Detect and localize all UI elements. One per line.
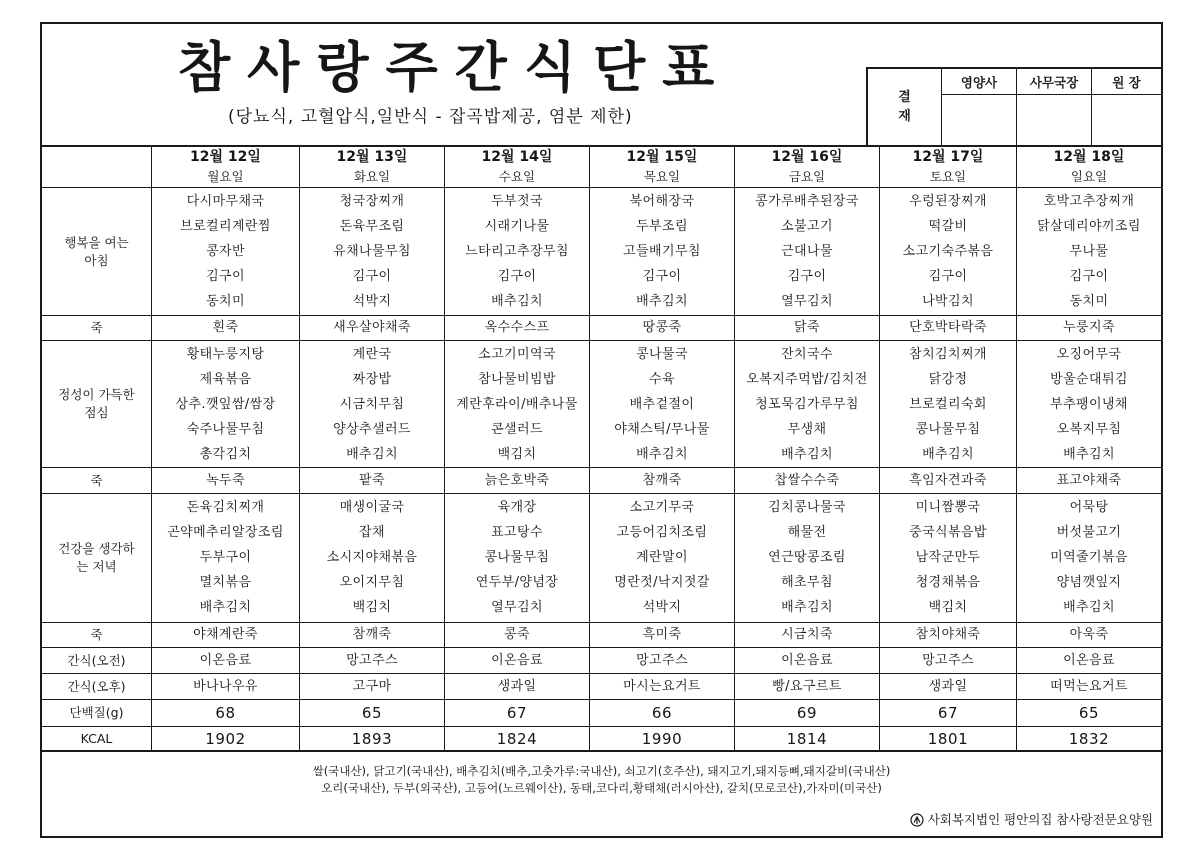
- menu-item: 소불고기: [781, 219, 833, 234]
- breakfast-porridge-fri-cell: [735, 316, 880, 341]
- protein-row-label: [42, 700, 152, 727]
- approval-label-line: 결: [898, 90, 911, 105]
- day-date: 12월 12일: [190, 149, 261, 165]
- menu-item: 망고주스: [346, 652, 398, 668]
- menu-item: 해물전: [787, 525, 827, 540]
- dinner-row-label: [42, 494, 152, 623]
- dinner-tue-cell: [300, 494, 445, 623]
- menu-item: 느타리고추장무침: [465, 244, 569, 259]
- menu-item: 오이지무침: [339, 575, 405, 590]
- lunch-porridge-tue-cell: [300, 468, 445, 494]
- row-label-text: 죽: [90, 472, 103, 488]
- office-director-signature-box: [1016, 95, 1091, 145]
- menu-item: 황태누룽지탕: [186, 347, 265, 362]
- menu-item: 콩나물무침: [484, 550, 550, 565]
- menu-item: 김구이: [497, 269, 537, 284]
- menu-item: 오복지주먹밥/김치전: [746, 372, 868, 387]
- menu-item: 석박지: [352, 294, 392, 309]
- menu-item: 소고기미역국: [478, 347, 556, 362]
- afternoon-snack-fri-cell: [735, 674, 880, 700]
- menu-item: 백김치: [352, 600, 392, 615]
- menu-item: 이온음료: [1063, 652, 1115, 668]
- page-subtitle: (당뇨식, 고혈압식,일반식 - 잡곡밥제공, 염분 제한): [228, 107, 633, 127]
- menu-item: 배추김치: [922, 447, 974, 462]
- lunch-tue-cell: [300, 341, 445, 468]
- row-label-text: 점심: [84, 405, 109, 420]
- lunch-wed-cell: [445, 341, 590, 468]
- menu-item: 양상추샐러드: [333, 422, 411, 437]
- menu-item: 해초무침: [781, 575, 833, 590]
- menu-item: 땅콩죽: [642, 320, 682, 335]
- menu-item: 콩나물무침: [915, 422, 981, 437]
- menu-item: 마시는요거트: [623, 678, 701, 694]
- kcal-value: 1814: [786, 729, 828, 748]
- protein-tue-cell: [300, 700, 445, 727]
- protein-sat-cell: [880, 700, 1017, 727]
- menu-item: 배추김치: [1063, 447, 1115, 462]
- menu-item: 김구이: [1069, 269, 1109, 284]
- menu-item: 우렁된장찌개: [909, 194, 987, 209]
- menu-item: 청국장찌개: [339, 194, 405, 209]
- menu-item: 배추김치: [199, 600, 252, 615]
- day-date: 12월 13일: [336, 149, 408, 165]
- breakfast-porridge-row-label: [42, 316, 152, 341]
- menu-item: 배추김치: [346, 447, 398, 462]
- protein-value: 66: [651, 704, 673, 722]
- menu-item: 흑임자견과죽: [909, 472, 987, 488]
- protein-value: 65: [1078, 704, 1100, 722]
- day-header-tue: [300, 147, 445, 188]
- menu-item: 오징어무국: [1056, 347, 1122, 362]
- menu-item: 두부조림: [636, 219, 688, 234]
- menu-item: 연두부/양념장: [475, 575, 559, 590]
- menu-item: 어묵탕: [1069, 500, 1109, 515]
- menu-item: 시금치죽: [781, 627, 833, 642]
- menu-item: 오복지무침: [1056, 422, 1122, 437]
- menu-item: 콩가루배추된장국: [755, 194, 859, 209]
- protein-sun-cell: [1017, 700, 1161, 727]
- menu-item: 석박지: [642, 600, 682, 615]
- day-header-wed: [445, 147, 590, 188]
- menu-item: 고들배기무침: [623, 244, 701, 259]
- menu-item: 흰죽: [212, 320, 239, 335]
- morning-snack-wed-cell: [445, 648, 590, 674]
- menu-item: 배추김치: [636, 447, 688, 462]
- afternoon-snack-sun-cell: [1017, 674, 1161, 700]
- menu-item: 참치야채죽: [915, 627, 981, 642]
- day-header-thu: [590, 147, 735, 188]
- afternoon-snack-sat-cell: [880, 674, 1017, 700]
- approval-label: [868, 69, 941, 145]
- day-weekday: 수요일: [498, 169, 536, 184]
- dinner-sun-cell: [1017, 494, 1161, 623]
- dinner-porridge-wed-cell: [445, 623, 590, 648]
- protein-value: 67: [506, 704, 528, 722]
- menu-table: [42, 145, 1161, 752]
- menu-item: 나박김치: [922, 294, 974, 309]
- menu-item: 김구이: [928, 269, 968, 284]
- row-label-text: 건강을 생각하: [58, 541, 135, 556]
- protein-value: 65: [361, 704, 383, 722]
- menu-item: 배추김치: [1063, 600, 1115, 615]
- menu-item: 떠먹는요거트: [1050, 678, 1128, 694]
- row-label-text: 정성이 가득한: [58, 387, 135, 402]
- dinner-porridge-thu-cell: [590, 623, 735, 648]
- menu-item: 생과일: [497, 678, 537, 694]
- menu-item: 잔치국수: [781, 347, 833, 362]
- day-weekday: 토요일: [929, 169, 967, 184]
- menu-item: 야채스틱/무나물: [614, 422, 710, 437]
- menu-item: 콩죽: [504, 627, 530, 642]
- footer: [42, 752, 1161, 836]
- dinner-porridge-sat-cell: [880, 623, 1017, 648]
- day-date: 12월 18일: [1053, 149, 1125, 165]
- lunch-porridge-fri-cell: [735, 468, 880, 494]
- menu-item: 청포묵김가루무침: [755, 397, 859, 412]
- dinner-porridge-tue-cell: [300, 623, 445, 648]
- menu-item: 배추겉절이: [629, 397, 695, 412]
- menu-item: 중국식볶음밥: [909, 525, 987, 540]
- origin-line: 쌀(국내산), 닭고기(국내산), 배추김치(배추,고춧가루:국내산), 쇠고기(호주산), 돼지고기,돼지등뼈,돼지갈비(국내산): [312, 764, 891, 778]
- lunch-porridge-sat-cell: [880, 468, 1017, 494]
- row-label-text: 는 저녁: [76, 559, 117, 574]
- dinner-wed-cell: [445, 494, 590, 623]
- dinner-porridge-row-label: [42, 623, 152, 648]
- breakfast-porridge-thu-cell: [590, 316, 735, 341]
- menu-item: 브로컬리숙회: [909, 397, 987, 412]
- director-signature-box: [1091, 95, 1161, 145]
- day-weekday: 목요일: [643, 169, 681, 184]
- menu-item: 찹쌀수수죽: [774, 472, 840, 488]
- kcal-thu-cell: [590, 727, 735, 752]
- menu-item: 참나물비빔밥: [478, 372, 556, 387]
- menu-item: 시래기나물: [484, 219, 550, 234]
- kcal-sat-cell: [880, 727, 1017, 752]
- dinner-sat-cell: [880, 494, 1017, 623]
- menu-item: 방울순대튀김: [1050, 372, 1128, 387]
- day-date: 12월 15일: [626, 149, 698, 165]
- menu-item: 흑미죽: [642, 627, 682, 642]
- menu-item: 두부젓국: [491, 194, 543, 209]
- menu-item: 이온음료: [199, 652, 252, 668]
- protein-thu-cell: [590, 700, 735, 727]
- menu-item: 고등어김치조림: [616, 525, 708, 540]
- approval-box: [866, 67, 1161, 145]
- afternoon-snack-mon-cell: [152, 674, 300, 700]
- menu-item: 소고기숙주볶음: [902, 244, 994, 259]
- breakfast-fri-cell: [735, 188, 880, 316]
- menu-item: 버섯불고기: [1056, 525, 1122, 540]
- menu-item: 숙주나물무침: [186, 422, 265, 437]
- menu-item: 배추김치: [781, 447, 833, 462]
- protein-value: 67: [937, 704, 959, 722]
- menu-item: 돈육무조림: [339, 219, 405, 234]
- menu-item: 멸치볶음: [199, 575, 252, 590]
- dinner-mon-cell: [152, 494, 300, 623]
- menu-item: 상추.깻잎쌈/쌈장: [175, 397, 276, 412]
- menu-item: 미역줄기볶음: [1050, 550, 1128, 565]
- menu-item: 수육: [649, 372, 675, 387]
- kcal-value: 1832: [1068, 729, 1110, 748]
- menu-item: 유채나물무침: [333, 244, 411, 259]
- breakfast-porridge-wed-cell: [445, 316, 590, 341]
- dinner-porridge-mon-cell: [152, 623, 300, 648]
- menu-item: 청경채볶음: [915, 575, 981, 590]
- morning-snack-sat-cell: [880, 648, 1017, 674]
- menu-item: 빵/요구르트: [772, 678, 842, 694]
- dinner-fri-cell: [735, 494, 880, 623]
- menu-item: 계란말이: [636, 550, 688, 565]
- breakfast-sun-cell: [1017, 188, 1161, 316]
- lunch-row-label: [42, 341, 152, 468]
- breakfast-porridge-mon-cell: [152, 316, 300, 341]
- menu-item: 떡갈비: [928, 219, 968, 234]
- menu-item: 고구마: [352, 678, 392, 694]
- page-title: 참사랑주간식단표: [178, 36, 732, 99]
- kcal-value: 1801: [927, 729, 969, 748]
- menu-item: 이온음료: [491, 652, 543, 668]
- menu-item: 이온음료: [781, 652, 833, 668]
- morning-snack-thu-cell: [590, 648, 735, 674]
- dinner-porridge-sun-cell: [1017, 623, 1161, 648]
- menu-item: 동치미: [206, 294, 245, 309]
- protein-wed-cell: [445, 700, 590, 727]
- day-date: 12월 14일: [481, 149, 553, 165]
- menu-item: 망고주스: [922, 652, 974, 668]
- breakfast-mon-cell: [152, 188, 300, 316]
- menu-item: 시금치무침: [339, 397, 405, 412]
- origin-line: 오리(국내산), 두부(외국산), 고등어(노르웨이산), 동태,코다리,황태채(러시아산), 갈치(모로코산),가자미(미국산): [321, 781, 882, 795]
- afternoon-snack-row-label: [42, 674, 152, 700]
- lunch-porridge-sun-cell: [1017, 468, 1161, 494]
- menu-item: 백김치: [497, 447, 537, 462]
- kcal-value: 1824: [496, 729, 538, 748]
- menu-item: 짜장밥: [352, 372, 392, 387]
- menu-item: 참치김치찌개: [909, 347, 987, 362]
- menu-item: 콩자반: [206, 244, 245, 259]
- day-header-mon: [152, 147, 300, 188]
- organization-signature: [910, 811, 1153, 829]
- kcal-wed-cell: [445, 727, 590, 752]
- row-label-text: 행복을 여는: [64, 234, 129, 250]
- lunch-porridge-row-label: [42, 468, 152, 494]
- row-label-text: 아침: [84, 252, 109, 268]
- dinner-thu-cell: [590, 494, 735, 623]
- menu-item: 육개장: [497, 500, 537, 515]
- menu-item: 녹두죽: [206, 472, 245, 488]
- approval-role-director: 원 장: [1091, 69, 1161, 95]
- menu-item: 미니짬뽕국: [915, 500, 981, 515]
- day-date: 12월 17일: [912, 149, 984, 165]
- menu-item: 부추팽이냉채: [1050, 397, 1128, 412]
- menu-item: 새우살야채죽: [333, 320, 411, 335]
- menu-item: 팥죽: [359, 472, 385, 488]
- day-header-sun: [1017, 147, 1161, 188]
- morning-snack-mon-cell: [152, 648, 300, 674]
- menu-item: 닭강정: [928, 372, 968, 387]
- breakfast-thu-cell: [590, 188, 735, 316]
- menu-item: 아욱죽: [1069, 627, 1109, 642]
- day-weekday: 금요일: [788, 169, 826, 184]
- menu-item: 닭죽: [794, 320, 820, 335]
- day-weekday: 월요일: [207, 169, 244, 184]
- kcal-value: 1990: [641, 729, 683, 748]
- breakfast-porridge-sat-cell: [880, 316, 1017, 341]
- menu-item: 표고탕수: [491, 525, 543, 540]
- lunch-thu-cell: [590, 341, 735, 468]
- ingredient-origin-notice: [42, 763, 1161, 797]
- menu-item: 근대나물: [781, 244, 833, 259]
- row-label-text: 단백질(g): [69, 705, 124, 720]
- protein-value: 68: [215, 704, 236, 722]
- menu-item: 제육볶음: [199, 372, 252, 387]
- menu-item: 곤약메추리알장조림: [167, 525, 284, 540]
- menu-item: 잡채: [359, 525, 385, 540]
- protein-value: 69: [796, 704, 818, 722]
- row-label-text: 간식(오후): [67, 678, 126, 694]
- lunch-fri-cell: [735, 341, 880, 468]
- approval-label-line: 재: [898, 109, 911, 124]
- kcal-sun-cell: [1017, 727, 1161, 752]
- row-label-text: 간식(오전): [67, 652, 126, 668]
- menu-item: 양념깻잎지: [1056, 575, 1122, 590]
- protein-fri-cell: [735, 700, 880, 727]
- lunch-sun-cell: [1017, 341, 1161, 468]
- menu-item: 김구이: [642, 269, 682, 284]
- kcal-fri-cell: [735, 727, 880, 752]
- menu-item: 배추김치: [491, 294, 543, 309]
- breakfast-wed-cell: [445, 188, 590, 316]
- dinner-porridge-fri-cell: [735, 623, 880, 648]
- menu-item: 늙은호박죽: [484, 472, 550, 488]
- nutritionist-signature-box: [941, 95, 1016, 145]
- menu-item: 김구이: [206, 269, 245, 284]
- menu-item: 동치미: [1069, 294, 1109, 309]
- approval-role-office-director: 사무국장: [1016, 69, 1091, 95]
- lunch-porridge-thu-cell: [590, 468, 735, 494]
- organization-name: 사회복지법인 평안의집 참사랑전문요양원: [927, 812, 1153, 827]
- day-header-sat: [880, 147, 1017, 188]
- kcal-row-label: [42, 727, 152, 752]
- lunch-porridge-mon-cell: [152, 468, 300, 494]
- day-date: 12월 16일: [771, 149, 843, 165]
- afternoon-snack-thu-cell: [590, 674, 735, 700]
- afternoon-snack-wed-cell: [445, 674, 590, 700]
- day-weekday: 화요일: [353, 169, 391, 184]
- menu-item: 단호박타락죽: [909, 320, 987, 335]
- menu-item: 계란후라이/배추나물: [456, 397, 578, 412]
- morning-snack-row-label: [42, 648, 152, 674]
- menu-item: 두부구이: [199, 550, 252, 565]
- menu-item: 생과일: [928, 678, 968, 694]
- lunch-mon-cell: [152, 341, 300, 468]
- kcal-value: 1893: [351, 729, 393, 748]
- menu-item: 연근땅콩조림: [768, 550, 846, 565]
- org-logo-icon: [910, 813, 924, 827]
- menu-item: 망고주스: [636, 652, 688, 668]
- menu-item: 돈육김치찌개: [186, 500, 265, 515]
- menu-item: 총각김치: [199, 447, 252, 462]
- weekly-menu-document: [40, 22, 1163, 838]
- menu-item: 매생이굴국: [339, 500, 405, 515]
- day-weekday: 일요일: [1070, 169, 1108, 184]
- menu-item: 북어해장국: [629, 194, 695, 209]
- row-label-text: 죽: [90, 320, 103, 335]
- row-label-text: KCAL: [80, 730, 113, 746]
- menu-item: 다시마무채국: [186, 194, 265, 209]
- menu-item: 명란젓/낙지젓갈: [614, 575, 710, 590]
- protein-mon-cell: [152, 700, 300, 727]
- approval-role-nutritionist: 영양사: [941, 69, 1016, 95]
- morning-snack-tue-cell: [300, 648, 445, 674]
- breakfast-porridge-tue-cell: [300, 316, 445, 341]
- menu-item: 무나물: [1069, 244, 1109, 259]
- kcal-mon-cell: [152, 727, 300, 752]
- menu-item: 열무김치: [781, 294, 833, 309]
- lunch-porridge-wed-cell: [445, 468, 590, 494]
- menu-item: 무생채: [787, 422, 827, 437]
- menu-item: 백김치: [928, 600, 968, 615]
- menu-item: 참깨죽: [642, 472, 682, 488]
- lunch-sat-cell: [880, 341, 1017, 468]
- menu-item: 김구이: [352, 269, 392, 284]
- menu-item: 닭살데리야끼조림: [1037, 219, 1141, 234]
- menu-item: 옥수수스프: [484, 320, 550, 335]
- menu-item: 김치콩나물국: [768, 500, 846, 515]
- menu-item: 배추김치: [636, 294, 688, 309]
- day-header-fri: [735, 147, 880, 188]
- breakfast-row-label: [42, 188, 152, 316]
- morning-snack-sun-cell: [1017, 648, 1161, 674]
- menu-item: 남작군만두: [915, 550, 981, 565]
- kcal-tue-cell: [300, 727, 445, 752]
- afternoon-snack-tue-cell: [300, 674, 445, 700]
- menu-item: 콘샐러드: [491, 422, 543, 437]
- menu-item: 배추김치: [781, 600, 833, 615]
- breakfast-sat-cell: [880, 188, 1017, 316]
- menu-item: 김구이: [787, 269, 827, 284]
- menu-item: 표고야채죽: [1056, 472, 1122, 488]
- menu-item: 호박고추장찌개: [1043, 194, 1135, 209]
- breakfast-porridge-sun-cell: [1017, 316, 1161, 341]
- menu-item: 참깨죽: [352, 627, 392, 642]
- breakfast-tue-cell: [300, 188, 445, 316]
- menu-item: 콩나물국: [636, 347, 688, 362]
- menu-item: 열무김치: [491, 600, 543, 615]
- kcal-value: 1902: [205, 729, 246, 748]
- menu-item: 계란국: [352, 347, 392, 362]
- menu-item: 누룽지죽: [1063, 320, 1115, 335]
- row-label-text: 죽: [90, 627, 103, 642]
- menu-item: 소고기무국: [629, 500, 695, 515]
- menu-item: 브로컬리계란찜: [180, 219, 271, 234]
- header-corner-cell: [42, 147, 152, 188]
- menu-item: 바나나우유: [193, 678, 258, 694]
- menu-item: 소시지야채볶음: [326, 550, 418, 565]
- morning-snack-fri-cell: [735, 648, 880, 674]
- menu-item: 야채계란죽: [193, 627, 258, 642]
